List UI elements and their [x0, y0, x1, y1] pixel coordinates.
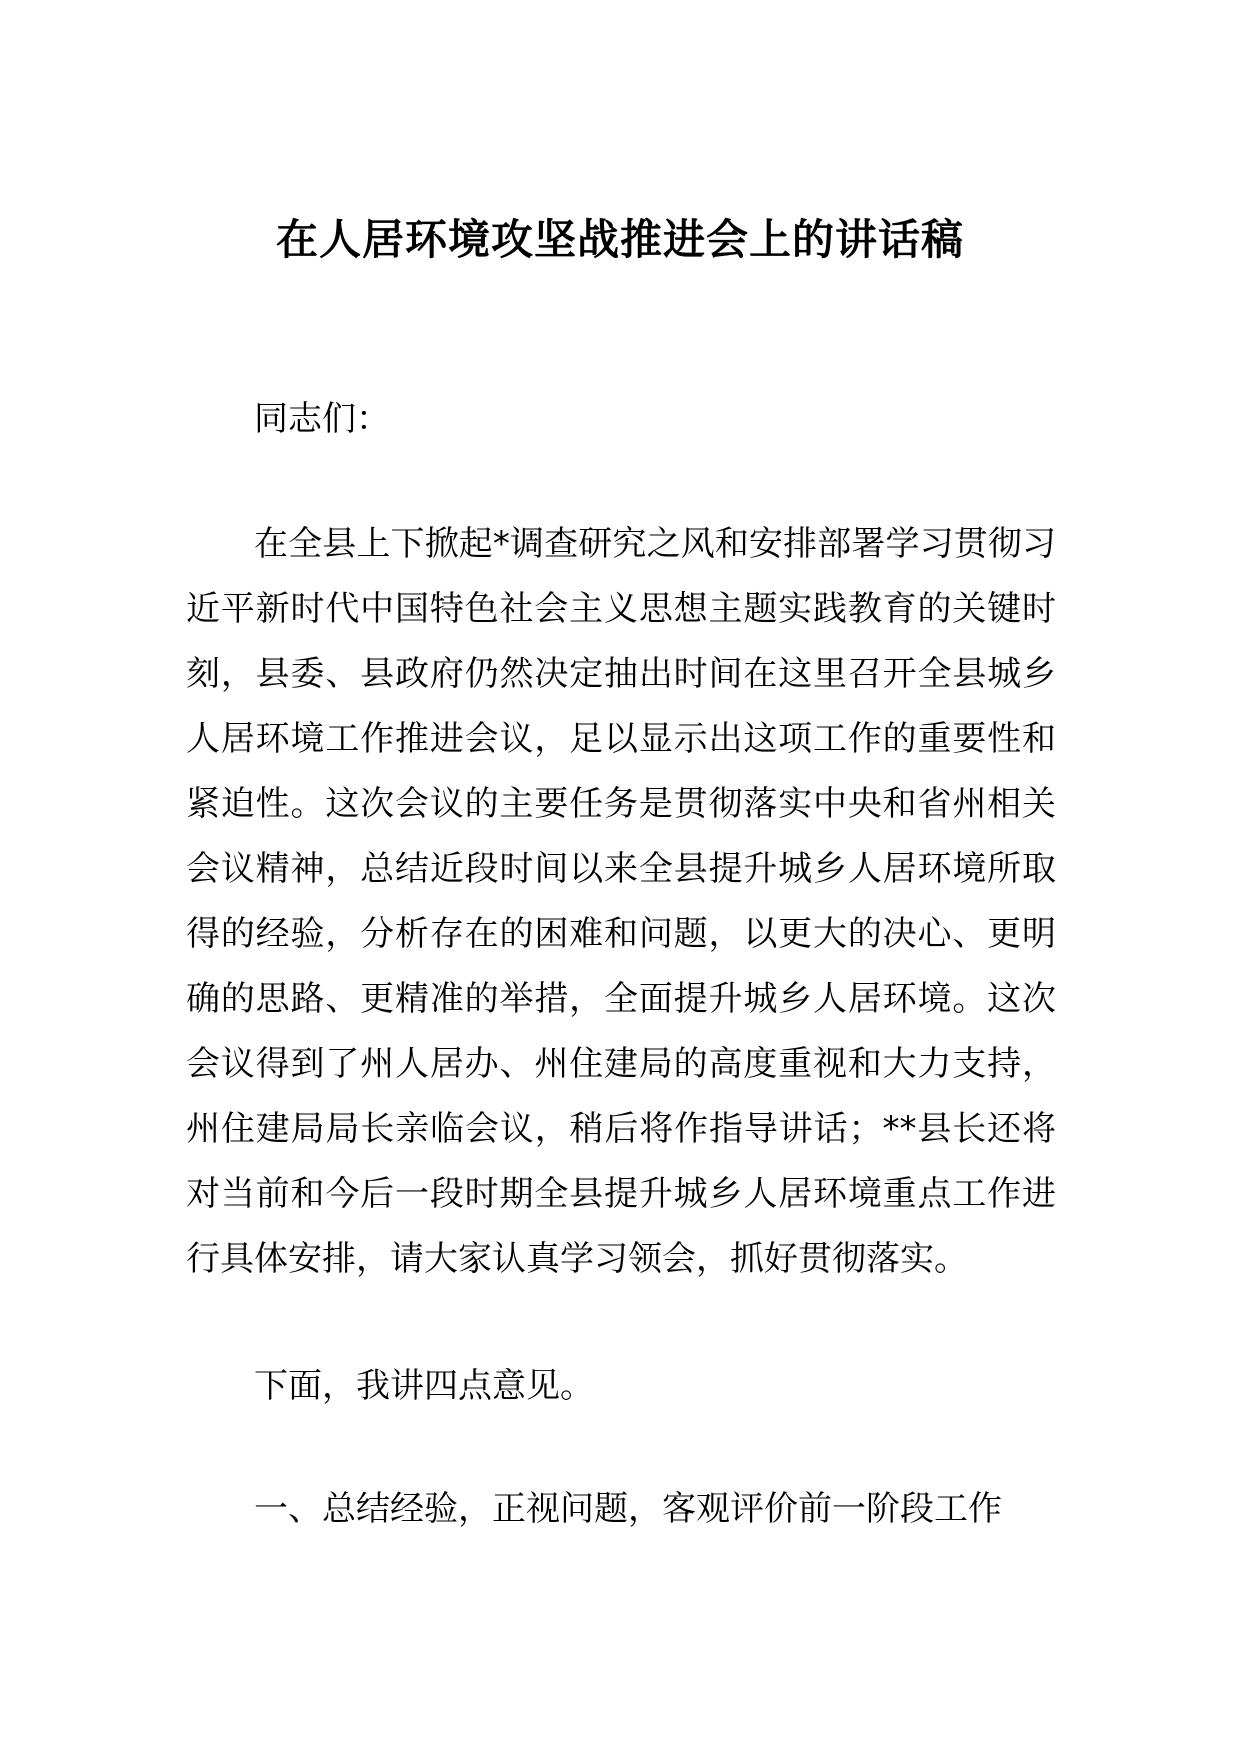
document-title: 在人居环境攻坚战推进会上的讲话稿 [275, 215, 964, 264]
greeting-paragraph: 同志们： [254, 399, 390, 439]
section-heading-1: 一、总结经验，正视问题，客观评价前一阶段工作 [254, 1489, 1002, 1529]
body-paragraph: 在全县上下掀起*调查研究之风和安排部署学习贯彻习近平新时代中国特色社会主义思想主题实践教育的关键时刻，县委、县政府仍然决定抽出时间在这里召开全县城乡人居环境工作推进会议，足以显示出这项工作的重要性和紧迫性。这次会议的主要任务是贯彻落实中央和省州相关会议精神，总结近段时间以来全县提升城乡人居环境所取得的经验，分析存在的困难和问题，以更大的决心、更明确的思路、更精准的举措，全面提升城乡人居环境。这次会议得到了州人居办、州住建局的高度重视和大力支持，州住建局局长亲临会议，稍后将作指导讲话；**县长还将对当前和今后一段时期全县提升城乡人居环境重点工作进行具体安排，请大家认真学习领会，抓好贯彻落实。 [186, 524, 1056, 1279]
transition-paragraph: 下面，我讲四点意见。 [254, 1366, 594, 1406]
